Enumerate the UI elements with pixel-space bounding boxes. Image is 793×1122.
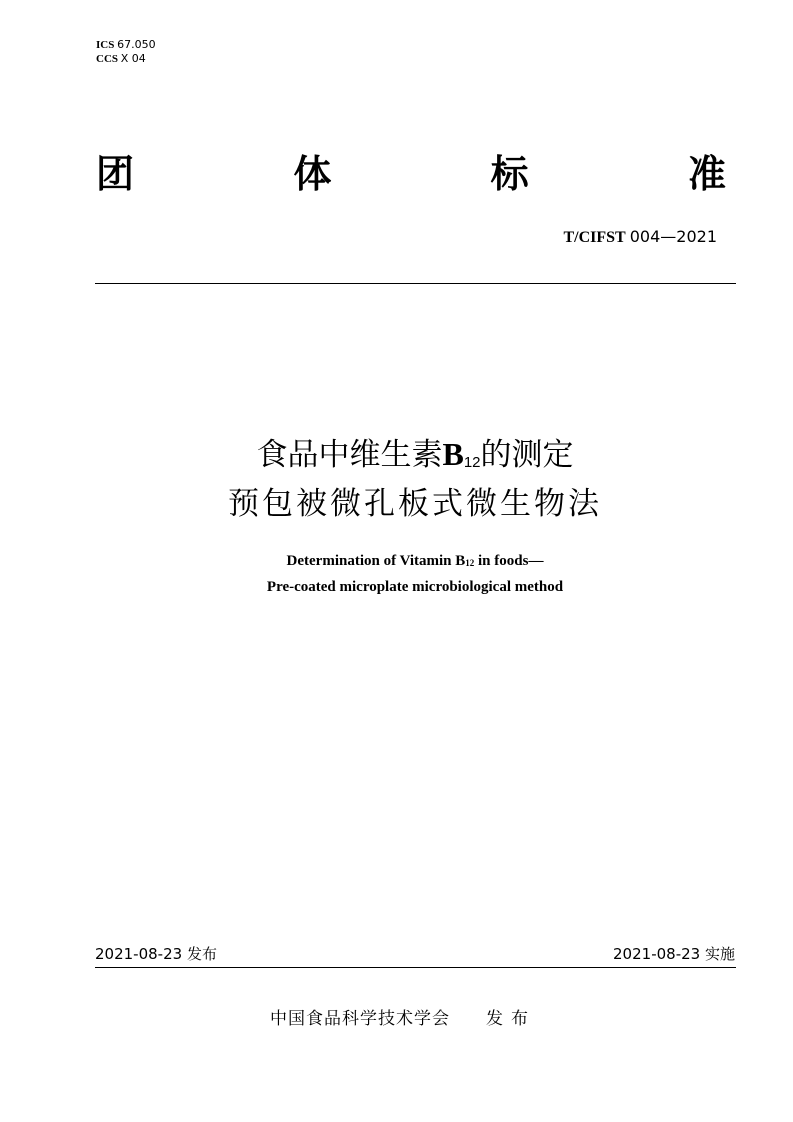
implement-date [613,943,735,965]
title-en-subscript: 12 [465,558,475,568]
standard-type-heading [96,150,726,198]
title-cn-text: 的测定 [480,437,574,473]
title-en-line2: Pre-coated microplate microbiological method [266,579,564,595]
title-en-text: in foods— [474,553,544,569]
footer-divider [95,967,736,968]
standard-type-char: 体 [293,152,332,196]
publisher-org: 中国食品科学技术学会 [270,1009,450,1029]
title-cn-text: 食品中维生素 [256,437,443,473]
ics-label: ICS [96,39,115,51]
standard-type-char: 标 [490,152,529,196]
classification-codes [96,38,156,66]
ccs-code: X 04 [120,52,146,65]
ccs-label: CCS [96,53,119,65]
title-cn-line2: 预包被微孔板式微生物法 [228,486,602,522]
title-cn-letter: B [442,436,464,472]
issue-date-value: 2021-08-23 [95,945,183,963]
standard-number-prefix: T/CIFST [563,229,626,246]
title-en-line1 [0,549,793,575]
ccs-line [96,52,156,66]
standard-type-char: 准 [687,152,726,196]
title-cn-line1 [0,431,793,486]
implement-date-label: 实施 [704,945,735,963]
issue-date [95,943,217,965]
standard-number-value: 004—2021 [629,227,717,246]
implement-date-value: 2021-08-23 [613,945,701,963]
title-cn-subscript: 12 [463,454,481,471]
title-en-text: Determination of Vitamin B [286,553,466,569]
ics-line [96,38,156,52]
publisher-action: 发布 [486,1009,536,1029]
standard-number [563,226,717,249]
header-divider [95,283,736,284]
issue-date-label: 发布 [186,945,217,963]
publisher [270,1007,536,1031]
standard-type-char: 团 [96,152,135,196]
ics-code: 67.050 [117,38,156,51]
